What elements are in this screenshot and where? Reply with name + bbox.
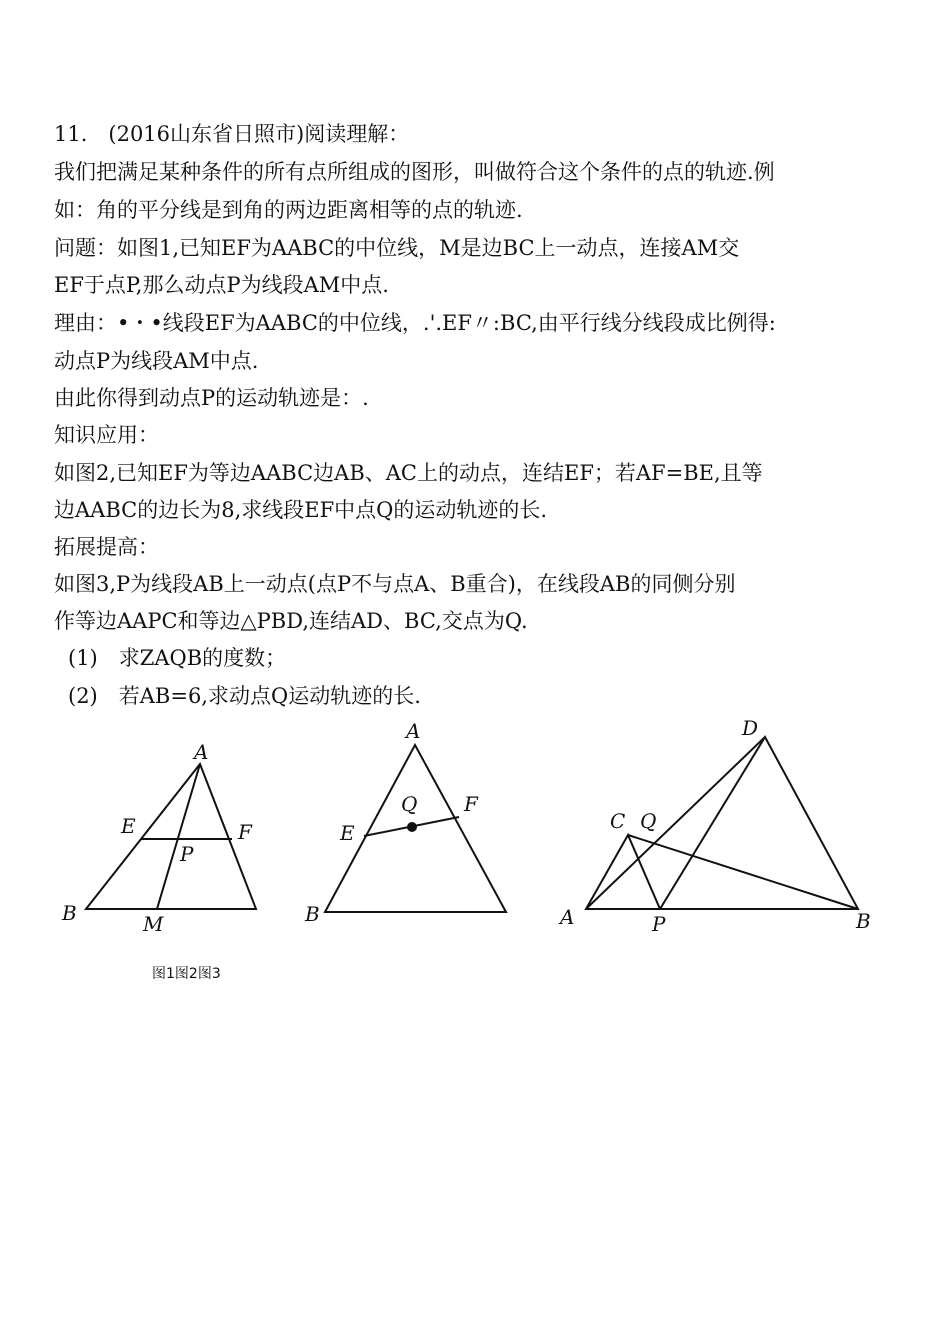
paragraph-line: 如：角的平分线是到角的两边距离相等的点的轨迹. — [54, 198, 523, 222]
paragraph-line: 由此你得到动点P的运动轨迹是：. — [54, 386, 369, 410]
figure-caption: 图1图2图3 — [152, 966, 221, 982]
paragraph-line: 边AABC的边长为8,求线段EF中点Q的运动轨迹的长. — [54, 498, 548, 522]
fig2-label-b: B — [305, 902, 320, 926]
fig3-label-c: C — [610, 809, 626, 833]
paragraph-line: 如图2,已知EF为等边AABC边AB、AC上的动点，连结EF；若AF=BE,且等 — [54, 461, 763, 485]
fig2-label-f: F — [464, 792, 478, 816]
fig3-triangle-pbd — [660, 737, 858, 909]
fig3-label-p: P — [652, 912, 666, 936]
fig2-label-a: A — [406, 719, 421, 743]
fig1-label-p: P — [180, 842, 194, 866]
fig1-label-a: A — [194, 740, 209, 764]
fig3-label-b: B — [856, 909, 871, 933]
problem-title: 11. (2016山东省日照市)阅读理解： — [54, 122, 410, 146]
paragraph-line: 理由：•・•线段EF为AABC的中位线，.'.EF〃:BC,由平行线分线段成比例得: — [54, 311, 776, 335]
fig1-label-m: M — [143, 912, 164, 936]
fig3-label-a: A — [560, 905, 575, 929]
paragraph-line: 作等边AAPC和等边△PBD,连结AD、BC,交点为Q. — [54, 609, 528, 633]
fig1-label-e: E — [121, 814, 136, 838]
fig2-label-e: E — [340, 821, 355, 845]
paragraph-line: 如图3,P为线段AB上一动点(点P不与点A、B重合)，在线段AB的同侧分别 — [54, 572, 736, 596]
fig1-label-f: F — [238, 820, 252, 844]
fig3-label-d: D — [742, 716, 759, 740]
paragraph-line: 问题：如图1,已知EF为AABC的中位线，M是边BC上一动点，连接AM交 — [54, 236, 740, 260]
sub-question-2: (2) 若AB=6,求动点Q运动轨迹的长. — [68, 684, 421, 708]
paragraph-line: 动点P为线段AM中点. — [54, 349, 259, 373]
fig2-label-q: Q — [401, 792, 418, 816]
fig1-label-b: B — [62, 901, 77, 925]
section-heading: 拓展提高： — [54, 535, 159, 559]
section-heading: 知识应用： — [54, 423, 159, 447]
paragraph-line: EF于点P,那么动点P为线段AM中点. — [54, 273, 389, 297]
sub-question-1: (1) 求ZAQB的度数； — [68, 646, 287, 670]
paragraph-line: 我们把满足某种条件的所有点所组成的图形，叫做符合这个条件的点的轨迹.例 — [54, 160, 775, 184]
fig3-label-q: Q — [640, 809, 657, 833]
